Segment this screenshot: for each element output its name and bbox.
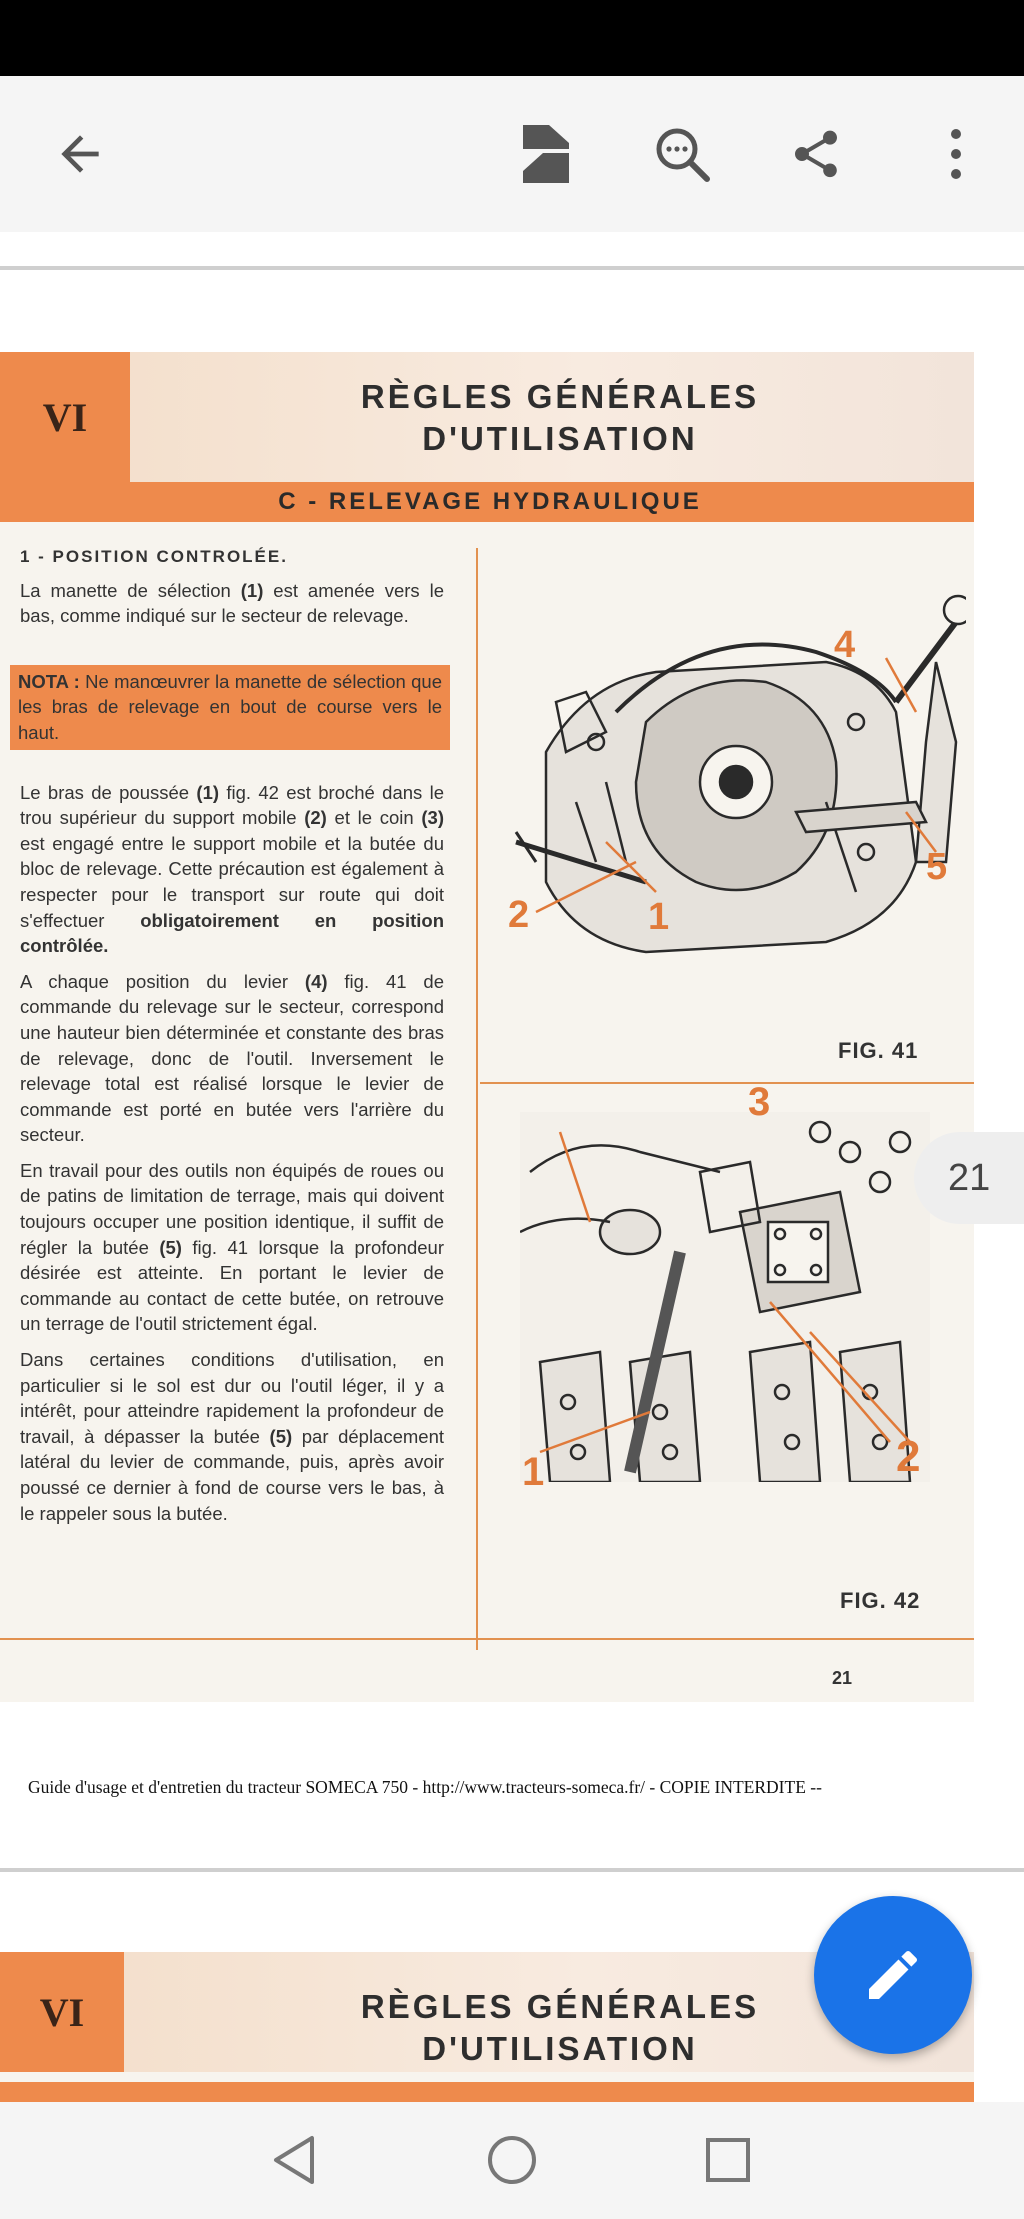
- paragraph-2: Le bras de poussée (1) fig. 42 est broché dans le trou supérieur du support mobile (2) et le coin (3) est engagé entre le support mobile et la butée du bloc de relevage. Cette précaution est également à respecter pour le transport sur route qui doit s'effectuer obligatoirement en position contrôlée.: [20, 781, 445, 957]
- paragraph-1: La manette de sélection (1) est amenée vers le bas, comme indiqué sur le secteur de relevage.: [20, 579, 444, 627]
- page-separator: [0, 266, 1024, 270]
- page-layout-icon[interactable]: [508, 116, 584, 192]
- figure-42-illustration: [520, 1112, 930, 1482]
- nota-label: NOTA :: [18, 670, 80, 692]
- system-nav-bar: [0, 2102, 1024, 2219]
- page-indicator: 21: [914, 1132, 1024, 1224]
- fig42-callout-1: 1: [522, 1450, 545, 1494]
- page-separator-2: [0, 1868, 1024, 1872]
- page-title: [210, 376, 910, 460]
- page2-title: [210, 1986, 910, 2070]
- title-line-2: D'UTILISATION: [422, 420, 698, 457]
- paragraph-3: A chaque position du levier (4) fig. 41 de commande du relevage sur le secteur, correspond une hauteur bien déterminée et constante des bras de relevage, donc de l'outil. Inversement le relevage total est réalisé lorsque le levier de commande est porté en butée vers l'arrière du secteur.: [20, 970, 444, 1146]
- text-column: [20, 544, 444, 1536]
- nota-box: [10, 665, 450, 750]
- zoom-search-icon[interactable]: [644, 116, 720, 192]
- page2-title-line-2: D'UTILISATION: [422, 2030, 698, 2067]
- more-vertical-icon[interactable]: [918, 116, 994, 192]
- edit-pencil-icon: [861, 1943, 925, 2007]
- edit-fab-button[interactable]: [814, 1896, 972, 2054]
- page2-chapter-number: VI: [0, 1952, 124, 2072]
- nav-back-icon[interactable]: [262, 2128, 326, 2192]
- document-footer: Guide d'usage et d'entretien du tracteur SOMECA 750 - http://www.tracteurs-someca.fr/ - COPIE INTERDITE --: [28, 1777, 822, 1797]
- subsection-heading: 1 - POSITION CONTROLÉE.: [20, 547, 288, 566]
- printed-page-number: 21: [832, 1668, 853, 1688]
- document-page-21: [0, 352, 974, 1702]
- fig42-callout-2: 2: [896, 1432, 921, 1481]
- fig42-callout-3: 3: [748, 1080, 771, 1124]
- chapter-number: VI: [0, 352, 130, 482]
- figure-divider: [480, 1082, 974, 1084]
- fig41-callout-4: 4: [834, 624, 856, 666]
- fig-41-label: FIG. 41: [838, 1038, 919, 1063]
- section-band: [0, 482, 974, 522]
- fig41-callout-5: 5: [926, 846, 948, 888]
- nav-home-icon[interactable]: [480, 2128, 544, 2192]
- page2-title-line-1: RÈGLES GÉNÉRALES: [360, 1988, 760, 2025]
- document-viewer[interactable]: [0, 232, 1024, 2102]
- fig41-callout-1: 1: [648, 896, 670, 938]
- share-icon[interactable]: [778, 116, 854, 192]
- back-arrow-icon[interactable]: [42, 116, 118, 192]
- paragraph-5: Dans certaines conditions d'utilisation, en particulier si le sol est dur ou l'outil léger, il y a intérêt, pour atteindre rapidement la profondeur de travail, à dépasser la butée (5) par déplacement latéral du levier de commande, puis, après avoir poussé ce dernier à fond de course vers le bas, à le rappeler sous la butée.: [20, 1349, 445, 1524]
- paragraph-4: En travail pour des outils non équipés de roues ou de patins de limitation de terrage, mais qui doivent toujours occuper une position identique, il suffit de régler la butée (5) fig. 41 lorsque la profondeur désirée est atteinte. En portant le levier de commande au contact de cette butée, on retrouve un terrage de l'outil strictement égal.: [20, 1159, 444, 1335]
- page-header: [0, 352, 974, 482]
- title-line-1: RÈGLES GÉNÉRALES: [360, 378, 760, 415]
- top-toolbar: [0, 76, 1024, 232]
- section-band-title: C - RELEVAGE HYDRAULIQUE: [278, 488, 702, 515]
- figure-41-callout-lines: [496, 562, 966, 1042]
- page2-section-band: [0, 2082, 974, 2102]
- fig-42-label: FIG. 42: [840, 1588, 921, 1613]
- fig41-callout-2: 2: [508, 894, 530, 936]
- status-bar: [0, 0, 1024, 76]
- column-divider: [476, 548, 478, 1650]
- nota-text: Ne manœuvrer la manette de sélection que les bras de relevage en bout de course vers le haut.: [18, 670, 442, 743]
- page-bottom-rule: [0, 1638, 974, 1640]
- nav-recents-icon[interactable]: [696, 2128, 760, 2192]
